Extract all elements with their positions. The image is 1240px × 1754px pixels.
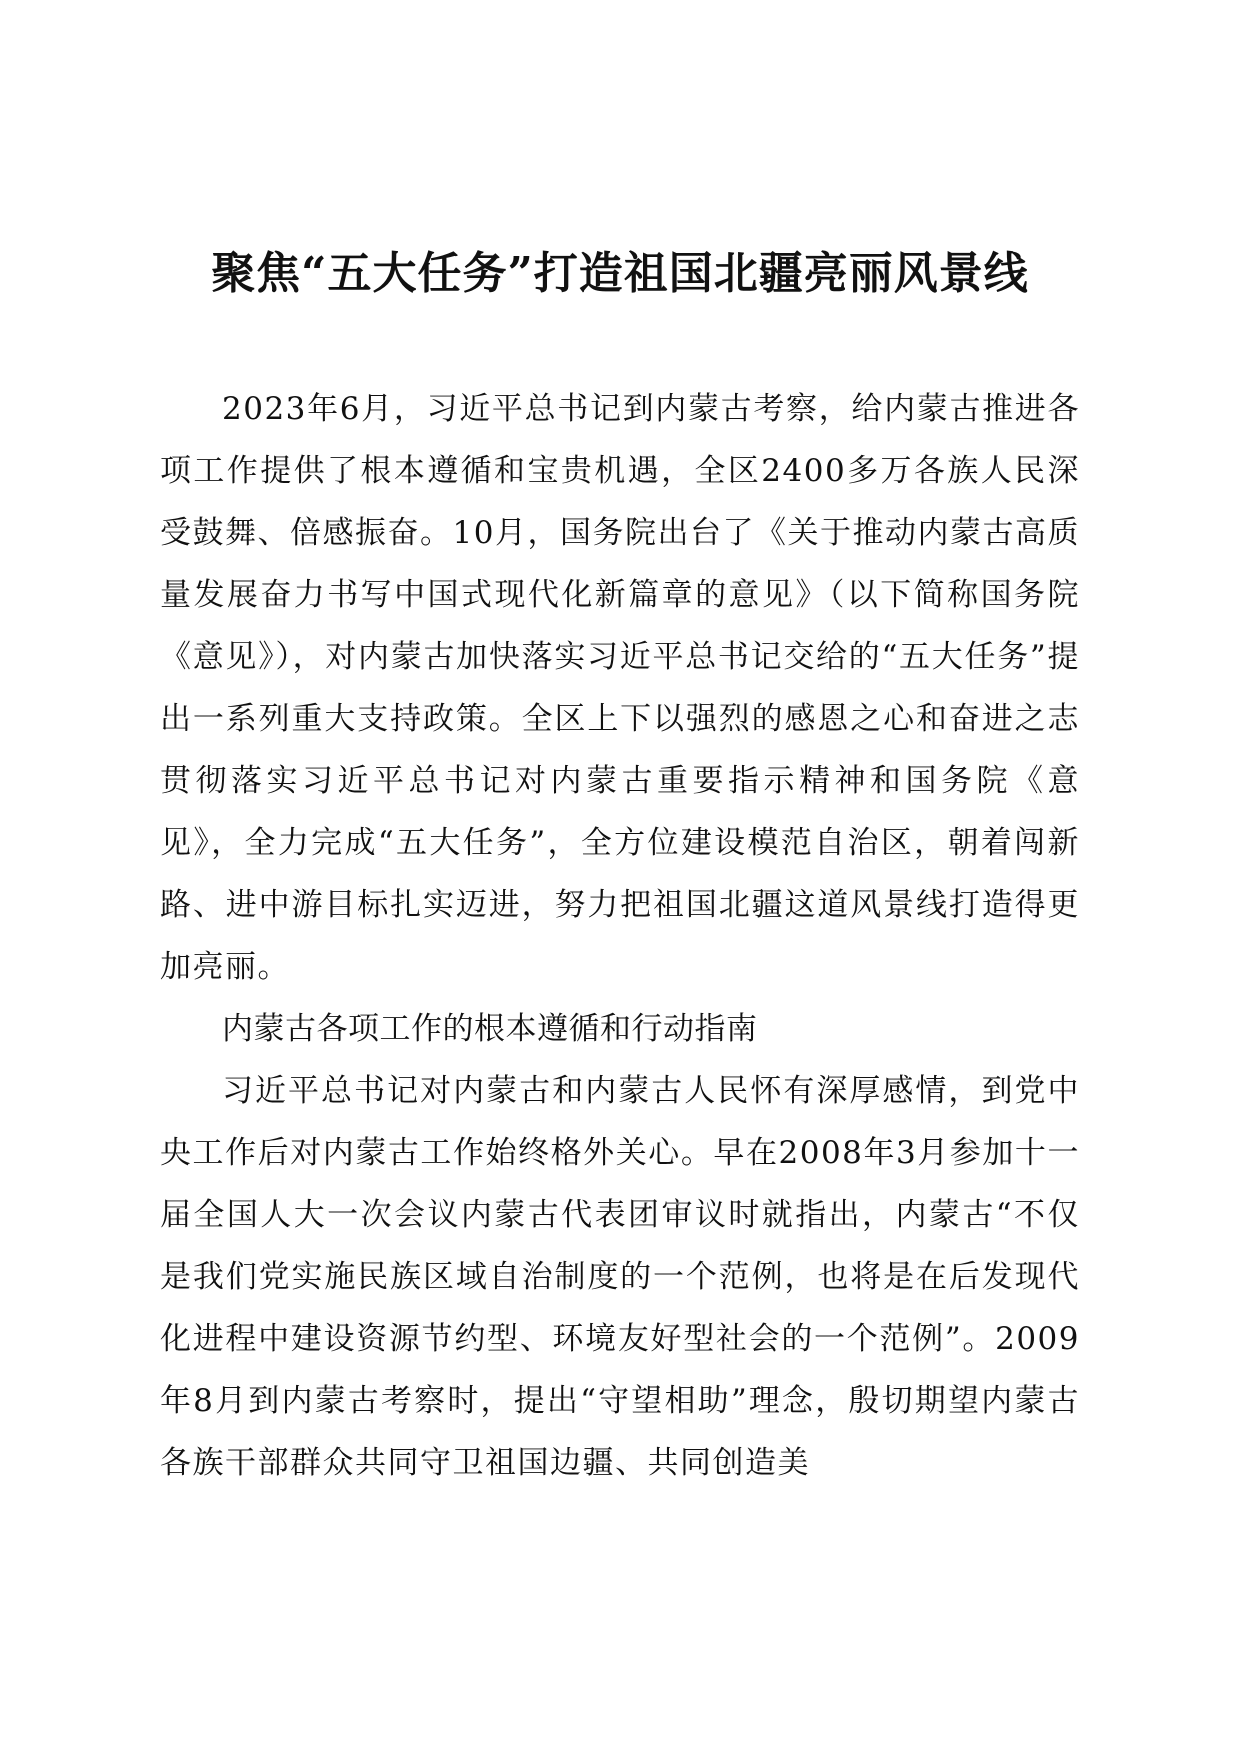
section-heading: 内蒙古各项工作的根本遵循和行动指南: [222, 1011, 758, 1047]
intro-paragraph: 2023年6月，习近平总书记到内蒙古考察，给内蒙古推进各项工作提供了根本遵循和宝贵机遇，全区2400多万各族人民深受鼓舞、倍感振奋。10月，国务院出台了《关于推动内蒙古高质量发展奋力书写中国式现代化新篇章的意见》（以下简称国务院《意见》），对内蒙古加快落实习近平总书记交给的“五大任务”提出一系列重大支持政策。全区上下以强烈的感恩之心和奋进之志贯彻落实习近平总书记对内蒙古重要指示精神和国务院《意见》，全力完成“五大任务”，全方位建设模范自治区，朝着闯新路、进中游目标扎实迈进，努力把祖国北疆这道风景线打造得更加亮丽。: [160, 391, 1080, 985]
document-title: 聚焦“五大任务”打造祖国北疆亮丽风景线: [211, 248, 1029, 299]
document-body: [160, 378, 1080, 1494]
section-paragraph: 习近平总书记对内蒙古和内蒙古人民怀有深厚感情，到党中央工作后对内蒙古工作始终格外关心。早在2008年3月参加十一届全国人大一次会议内蒙古代表团审议时就指出，内蒙古“不仅是我们党实施民族区域自治制度的一个范例，也将是在后发现代化进程中建设资源节约型、环境友好型社会的一个范例”。2009年8月到内蒙古考察时，提出“守望相助”理念，殷切期望内蒙古各族干部群众共同守卫祖国边疆、共同创造美: [160, 1073, 1080, 1481]
